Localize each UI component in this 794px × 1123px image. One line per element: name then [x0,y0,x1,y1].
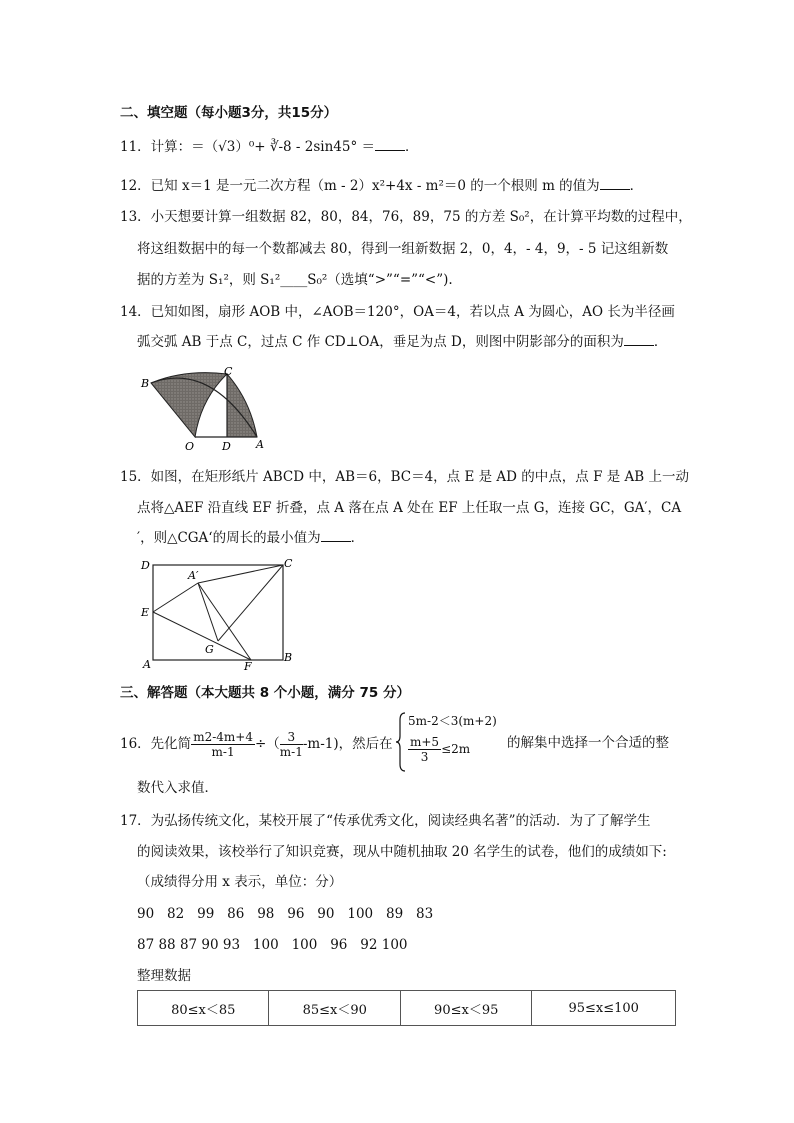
fraction-3-numerator: m+5 [410,735,440,749]
shaded-region-right [227,374,257,437]
question-13-line3: 据的方差为 S₁²，则 S₁²____S₀²（选填“>”“=”“<”). [137,272,453,288]
answer-blank [600,177,630,190]
q16-end: 的解集中选择一个合适的整 [507,735,669,751]
question-14-line2: 弧交弧 AB 于点 C，过点 C 作 CD⊥OA，垂足为点 D，则图中阴影部分的面积为 ． [137,334,668,350]
fraction-2 [280,730,303,759]
q16-prefix: 16．先化简 [120,736,192,752]
score-data-row-2: 87 88 87 90 93 100 100 96 92 100 [137,937,408,953]
section-3-title: 三、解答题（本大题共 8 个小题，满分 75 分） [120,685,410,701]
label-A: A [256,438,264,451]
label-D: D [141,559,150,572]
question-15-line1: 15．如图，在矩形纸片 ABCD 中，AB＝6，BC＝4，点 E 是 AD 的中点，点 F 是 AB 上一动 [120,469,689,485]
answer-blank [624,333,654,346]
question-13-line2: 将这组数据中的每一个数都减去 80，得到一组新数据 2，0，4，- 4，9，- 5 记这组新数 [137,241,669,257]
label-F: F [244,660,252,670]
q12-text: 12．已知 x＝1 是一元二次方程（m - 2）x²+4x - m²＝0 的一个根则 m 的值为 [120,178,600,194]
answer-blank [375,138,405,151]
fraction-1-numerator: m2-4m+4 [193,730,253,744]
rectangle-fold-figure [138,555,298,670]
question-17-organize: 整理数据 [137,968,191,984]
question-15-line3: ′，则△CGA‘的周长的最小值为 ． [137,530,365,546]
question-17-line1: 17．为弘扬传统文化，某校开展了“传承优秀文化，阅读经典名著”的活动．为了了解学生 [120,813,651,829]
label-A-prime: A′ [188,569,199,582]
table-row [138,991,676,1026]
question-11: 11．计算：＝（√3）⁰+ ∛-8 - 2sin45° ＝ ． [120,139,419,155]
answer-blank [321,529,351,542]
question-12: 12．已知 x＝1 是一元二次方程（m - 2）x²+4x - m²＝0 的一个根则 m 的值为 ． [120,178,644,194]
system-inequality-2 [408,735,470,764]
score-range-table [137,990,676,1026]
label-C: C [224,365,233,378]
q16-div: ÷（ [254,736,280,752]
table-header-cell: 80≤x＜85 [138,991,269,1026]
question-14-line1: 14．已知如图，扇形 AOB 中，∠AOB＝120°，OA＝4，若以点 A 为圆心，AO 长为半径画 [120,304,675,320]
shaded-region-left [151,373,227,437]
fraction-1 [191,730,255,759]
q11-text: 11．计算：＝（√3）⁰+ ∛-8 - 2sin45° ＝ [120,139,376,155]
system-brace [396,712,406,772]
label-A: A [143,658,151,670]
fraction-3 [408,735,441,764]
label-D: D [222,440,231,453]
q16-tail: -m-1)，然后在 [302,736,393,752]
fraction-2-numerator: 3 [280,730,303,745]
label-O: O [185,440,195,453]
question-17-line3: （成绩得分用 x 表示，单位：分） [137,874,343,890]
table-header-cell: 85≤x＜90 [269,991,400,1026]
label-C: C [284,557,293,570]
q14-text: 弧交弧 AB 于点 C，过点 C 作 CD⊥OA，垂足为点 D，则图中阴影部分的面积为 [137,334,624,350]
q15-text: ′，则△CGA‘的周长的最小值为 [137,530,321,546]
table-header-cell: 90≤x＜95 [400,991,531,1026]
question-16-line2: 数代入求值． [137,780,218,796]
fraction-1-denominator: m-1 [211,745,235,759]
question-17-line2: 的阅读效果，该校举行了知识竞赛，现从中随机抽取 20 名学生的试卷，他们的成绩如下: [137,844,667,860]
sector-figure [135,365,275,455]
question-15-line2: 点将△AEF 沿直线 EF 折叠，点 A 落在点 A 处在 EF 上任取一点 G，连接 GC，GA′，CA [137,500,682,516]
q16-sys2-tail: ≤2m [441,742,471,756]
question-13-line1: 13．小天想要计算一组数据 82，80，84，76，89，75 的方差 S₀²，在计算平均数的过程中， [120,209,692,225]
label-G: G [205,643,214,656]
label-B: B [284,651,293,664]
score-data-row-1: 90 82 99 86 98 96 90 100 89 83 [137,906,434,922]
label-B: B [141,377,150,390]
section-2-title: 二、填空题（每小题3分，共15分） [120,105,338,121]
question-16 [120,730,393,759]
fraction-3-denominator: 3 [420,750,429,764]
fraction-2-denominator: m-1 [279,745,303,759]
table-header-cell: 95≤x≤100 [532,991,676,1026]
label-E: E [141,606,150,619]
system-inequality-1: 5m-2＜3(m+2) [408,714,497,728]
